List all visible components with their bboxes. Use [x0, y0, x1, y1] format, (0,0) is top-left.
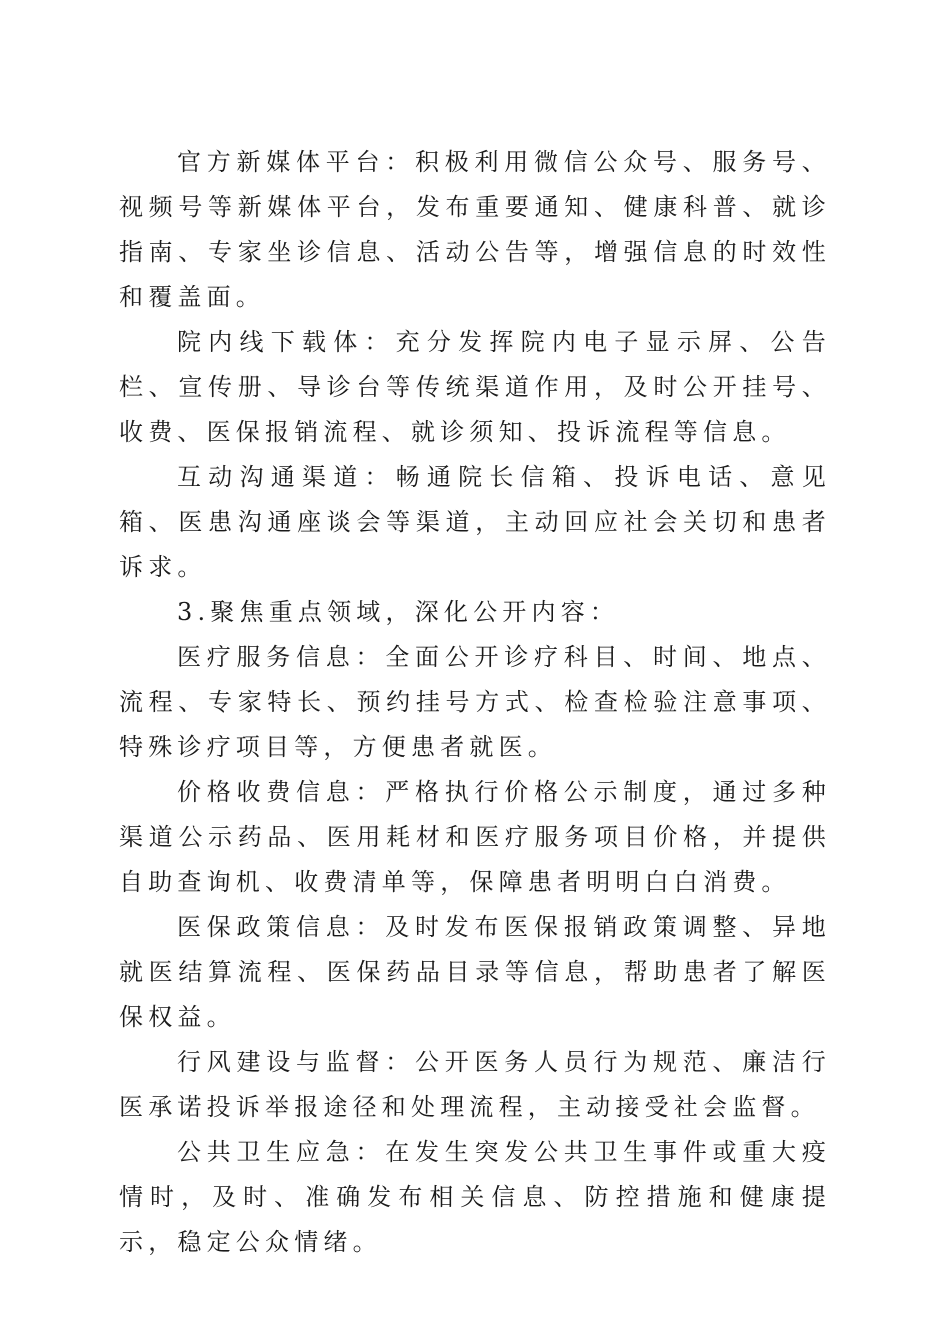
paragraph-medical-service-info: 医疗服务信息：全面公开诊疗科目、时间、地点、流程、专家特长、预约挂号方式、检查检验注意事项、特殊诊疗项目等，方便患者就医。 [119, 643, 831, 761]
paragraph-interactive-channels: 互动沟通渠道：畅通院长信箱、投诉电话、意见箱、医患沟通座谈会等渠道，主动回应社会关切和患者诉求。 [119, 463, 831, 581]
paragraph-new-media: 官方新媒体平台：积极利用微信公众号、服务号、视频号等新媒体平台，发布重要通知、健康科普、就诊指南、专家坐诊信息、活动公告等，增强信息的时效性和覆盖面。 [119, 148, 831, 311]
paragraph-pricing-info: 价格收费信息：严格执行价格公示制度，通过多种渠道公示药品、医用耗材和医疗服务项目价格，并提供自助查询机、收费清单等，保障患者明明白白消费。 [119, 778, 831, 896]
section-heading-key-areas: 3.聚焦重点领域，深化公开内容： [177, 598, 620, 626]
document-body [119, 140, 831, 1265]
paragraph-conduct-supervision: 行风建设与监督：公开医务人员行为规范、廉洁行医承诺投诉举报途径和处理流程，主动接受社会监督。 [119, 1048, 831, 1121]
paragraph-offline-carriers: 院内线下载体：充分发挥院内电子显示屏、公告栏、宣传册、导诊台等传统渠道作用，及时公开挂号、收费、医保报销流程、就诊须知、投诉流程等信息。 [119, 328, 831, 446]
paragraph-public-health-emergency: 公共卫生应急：在发生突发公共卫生事件或重大疫情时，及时、准确发布相关信息、防控措施和健康提示，稳定公众情绪。 [119, 1138, 831, 1256]
paragraph-insurance-policy: 医保政策信息：及时发布医保报销政策调整、异地就医结算流程、医保药品目录等信息，帮助患者了解医保权益。 [119, 913, 831, 1031]
